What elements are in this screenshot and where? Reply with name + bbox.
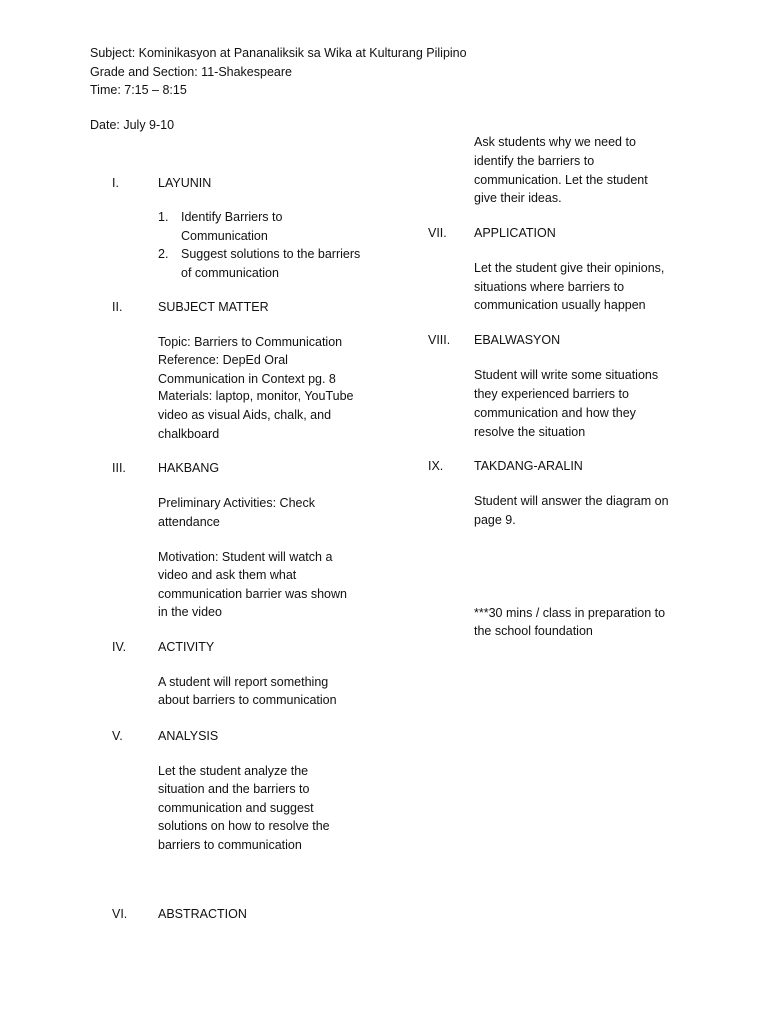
ebalwasyon-line: they experienced barriers to xyxy=(474,387,629,401)
section-heading-layunin: LAYUNIN xyxy=(158,176,212,190)
application-line: communication usually happen xyxy=(474,298,646,312)
note-line: ***30 mins / class in preparation to xyxy=(474,606,666,620)
preliminary-line: Preliminary Activities: Check xyxy=(158,496,315,510)
section-numeral-subject-matter: II. xyxy=(112,300,123,314)
section-numeral-layunin: I. xyxy=(112,176,119,190)
ebalwasyon-line: resolve the situation xyxy=(474,425,586,439)
ebalwasyon-line: Student will write some situations xyxy=(474,368,659,382)
note-line: the school foundation xyxy=(474,624,593,638)
analysis-line: communication and suggest xyxy=(158,801,314,815)
list-item: Suggest solutions to the barriers xyxy=(181,247,361,261)
list-number: 2. xyxy=(158,247,169,261)
subject-matter-line: Materials: laptop, monitor, YouTube xyxy=(158,389,354,403)
subject-matter-line: Reference: DepEd Oral xyxy=(158,353,288,367)
grade-section-line: Grade and Section: 11-Shakespeare xyxy=(90,65,292,79)
subject-matter-line: video as visual Aids, chalk, and xyxy=(158,408,332,422)
subject-matter-line: Topic: Barriers to Communication xyxy=(158,335,343,349)
list-item: Identify Barriers to xyxy=(181,210,283,224)
section-heading-activity: ACTIVITY xyxy=(158,640,215,654)
abstraction-line: Ask students why we need to xyxy=(474,135,636,149)
list-number: 1. xyxy=(158,210,169,224)
takdang-aralin-line: Student will answer the diagram on xyxy=(474,494,669,508)
time-line: Time: 7:15 – 8:15 xyxy=(90,83,187,97)
section-heading-subject-matter: SUBJECT MATTER xyxy=(158,300,269,314)
activity-line: A student will report something xyxy=(158,675,329,689)
subject-line: Subject: Kominikasyon at Pananaliksik sa Wika at Kulturang Pilipino xyxy=(90,46,467,60)
section-numeral-hakbang: III. xyxy=(112,461,126,475)
section-numeral-activity: IV. xyxy=(112,640,127,654)
section-heading-takdang-aralin: TAKDANG-ARALIN xyxy=(474,459,583,473)
section-numeral-abstraction: VI. xyxy=(112,907,128,921)
preliminary-line: attendance xyxy=(158,515,220,529)
section-numeral-application: VII. xyxy=(428,226,447,240)
motivation-line: video and ask them what xyxy=(158,568,297,582)
motivation-line: Motivation: Student will watch a xyxy=(158,550,333,564)
section-heading-application: APPLICATION xyxy=(474,226,556,240)
analysis-line: situation and the barriers to xyxy=(158,782,310,796)
subject-matter-line: chalkboard xyxy=(158,427,220,441)
analysis-line: barriers to communication xyxy=(158,838,302,852)
abstraction-line: identify the barriers to xyxy=(474,154,595,168)
abstraction-line: communication. Let the student xyxy=(474,173,648,187)
list-item: of communication xyxy=(181,266,279,280)
section-heading-abstraction: ABSTRACTION xyxy=(158,907,247,921)
activity-line: about barriers to communication xyxy=(158,693,337,707)
section-heading-hakbang: HAKBANG xyxy=(158,461,220,475)
analysis-line: solutions on how to resolve the xyxy=(158,819,330,833)
date-line: Date: July 9-10 xyxy=(90,118,175,132)
abstraction-line: give their ideas. xyxy=(474,191,562,205)
subject-matter-line: Communication in Context pg. 8 xyxy=(158,372,336,386)
application-line: Let the student give their opinions, xyxy=(474,261,665,275)
application-line: situations where barriers to xyxy=(474,280,625,294)
section-heading-analysis: ANALYSIS xyxy=(158,729,219,743)
ebalwasyon-line: communication and how they xyxy=(474,406,636,420)
section-numeral-ebalwasyon: VIII. xyxy=(428,333,451,347)
takdang-aralin-line: page 9. xyxy=(474,513,516,527)
list-item: Communication xyxy=(181,229,268,243)
section-numeral-analysis: V. xyxy=(112,729,123,743)
motivation-line: in the video xyxy=(158,605,222,619)
analysis-line: Let the student analyze the xyxy=(158,764,309,778)
section-heading-ebalwasyon: EBALWASYON xyxy=(474,333,561,347)
motivation-line: communication barrier was shown xyxy=(158,587,347,601)
section-numeral-takdang-aralin: IX. xyxy=(428,459,444,473)
